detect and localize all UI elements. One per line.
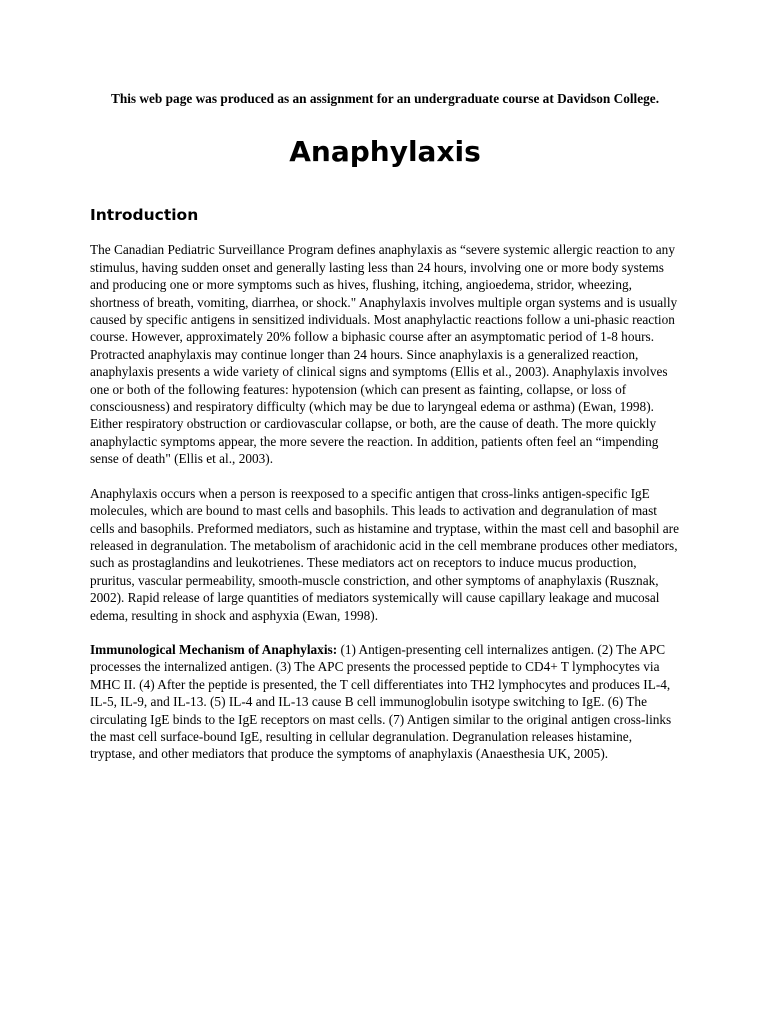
mechanism-paragraph bbox=[90, 641, 680, 763]
mechanism-label: Immunological Mechanism of Anaphylaxis: bbox=[90, 641, 338, 657]
document-page bbox=[90, 90, 680, 763]
page-title: Anaphylaxis bbox=[289, 135, 481, 169]
course-notice: This web page was produced as an assignment for an undergraduate course at Davidson College. bbox=[110, 91, 660, 106]
mechanism-text: (1) Antigen-presenting cell internalizes antigen. (2) The APC processes the internalized antigen. (3) The APC presents the processed peptide to CD4+ T lymphocytes via MHC II. (4) After the peptide is presented, the T cell differentiates into TH2 lymphocytes and produces IL-4, IL-5, IL-9, and IL-13. (5) IL-4 and IL-13 cause B cell immunoglobulin isotype switching to IgE. (6) The circulating IgE binds to the IgE receptors on mast cells. (7) Antigen similar to the original antigen cross-links the mast cell surface-bound IgE, resulting in cellular degranulation. Degranulation releases histamine, tryptase, and other mediators that produce the symptoms of anaphylaxis (Anaesthesia UK, 2005). bbox=[90, 641, 672, 762]
introduction-paragraph-2: Anaphylaxis occurs when a person is reexposed to a specific antigen that cross-links antigen-specific IgE molecules, which are bound to mast cells and basophils. This leads to activation and degranulation of mast cells and basophils. Preformed mediators, such as histamine and tryptase, within the mast cell and basophil are released in degranulation. The metabolism of arachidonic acid in the cell membrane produces other mediators, such as prostaglandins and leukotrienes. These mediators act on receptors to induce mucus production, pruritus, vascular permeability, smooth-muscle constriction, and other symptoms of anaphylaxis (Rusznak, 2002). Rapid release of large quantities of mediators systemically will cause capillary leakage and mucosal edema, resulting in shock and asphyxia (Ewan, 1998). bbox=[90, 485, 679, 623]
introduction-paragraph-1: The Canadian Pediatric Surveillance Program defines anaphylaxis as “severe systemic allergic reaction to any stimulus, having sudden onset and generally lasting less than 24 hours, involving one or more body systems and producing one or more symptoms such as hives, flushing, itching, angioedema, stridor, wheezing, shortness of breath, vomiting, diarrhea, or shock." Anaphylaxis involves multiple organ systems and is usually caused by specific antigens in sensitized individuals. Most anaphylactic reactions follow a uni-phasic reaction course. However, approximately 20% follow a biphasic course after an asymptomatic period of 1-8 hours. Protracted anaphylaxis may continue longer than 24 hours. Since anaphylaxis is a generalized reaction, anaphylaxis presents a wide variety of clinical signs and symptoms (Ellis et al., 2003). Anaphylaxis involves one or both of the following features: hypotension (which can present as fainting, collapse, or loss of consciousness) and respiratory difficulty (which may be due to laryngeal edema or asthma) (Ewan, 1998). Either respiratory obstruction or cardiovascular collapse, or both, are the cause of death. The more quickly anaphylactic symptoms appear, the more severe the reaction. In addition, patients often feel an “impending sense of death" (Ellis et al., 2003). bbox=[90, 242, 678, 467]
introduction-heading: Introduction bbox=[90, 206, 199, 225]
